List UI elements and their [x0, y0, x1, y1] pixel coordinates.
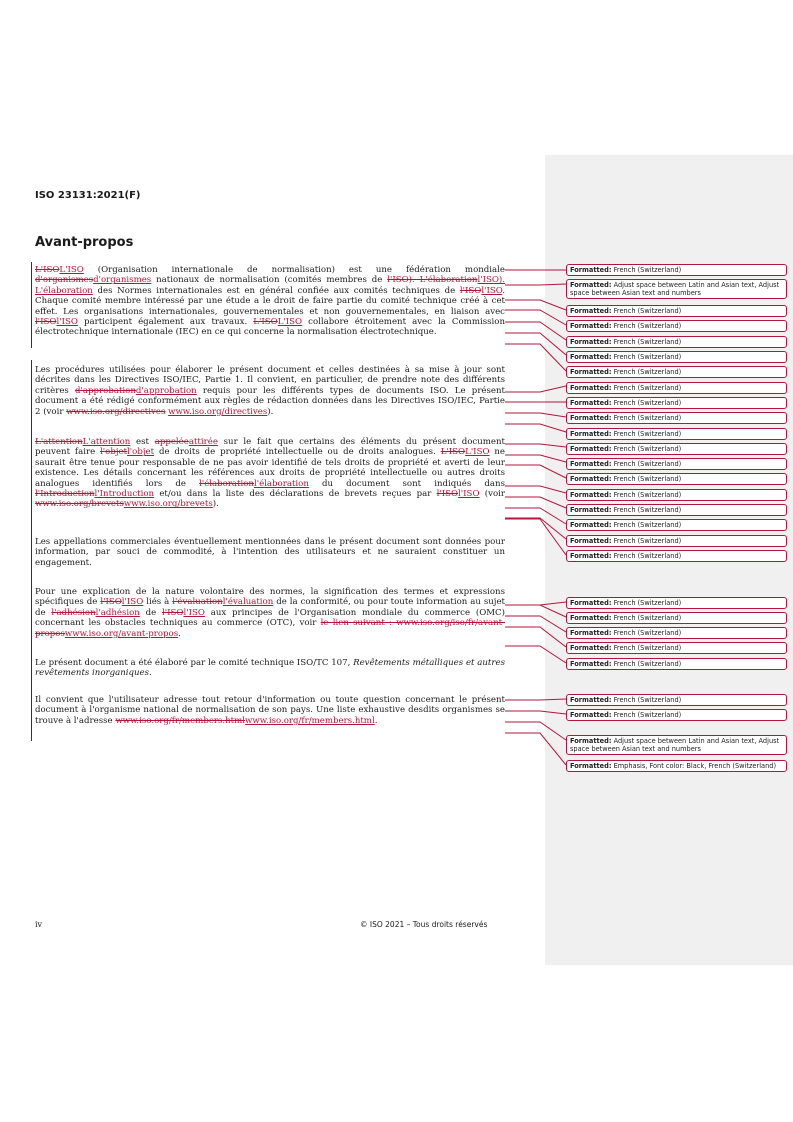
comment-connector [505, 424, 566, 432]
comment-connector [505, 508, 566, 524]
comment-label: Formatted: [570, 506, 612, 514]
comment-label: Formatted: [570, 430, 612, 438]
inserted-text: L'attention [82, 437, 131, 447]
body-text: du document sont indiqués dans [308, 478, 505, 489]
comment-text: French (Switzerland) [611, 711, 682, 719]
comment-balloon[interactable] [566, 305, 787, 317]
deleted-text: l'objet [100, 447, 128, 458]
body-text: nationaux de normalisation (comités membres de [151, 275, 388, 286]
comment-connector [505, 605, 566, 617]
inserted-text: l'ISO [458, 489, 480, 500]
inserted-text: l'ISO). [477, 275, 505, 286]
comment-connector [505, 455, 566, 462]
document-id: ISO 23131:2021(F) [35, 190, 141, 201]
comment-label: Formatted: [570, 281, 612, 289]
comment-connector [505, 711, 566, 714]
comment-balloon[interactable] [566, 642, 787, 654]
inserted-text: www.iso.org/fr/members.html [245, 715, 375, 726]
deleted-text: l'ISO [162, 607, 184, 618]
deleted-text: l'ISO [100, 597, 122, 608]
body-text: (voir [479, 489, 505, 500]
comment-balloon[interactable] [566, 612, 787, 624]
deleted-text: l'évaluation [172, 597, 223, 608]
comment-balloon[interactable] [566, 366, 787, 378]
comment-text: French (Switzerland) [611, 491, 682, 499]
comment-balloon[interactable] [566, 550, 787, 562]
body-text: . Chaque comité membre intéressé par une étude a le droit de faire partie du comité technique créé à cet effet. Les organisations internationales, gouvernementales et non gouvernementales, en liaison avec [35, 285, 505, 317]
comment-balloon[interactable] [566, 535, 787, 547]
comment-label: Formatted: [570, 353, 612, 361]
comment-connector [505, 722, 566, 740]
inserted-text: l'ISO [481, 285, 503, 296]
comment-text: French (Switzerland) [611, 414, 682, 422]
deleted-text: www.iso.org/directives [66, 406, 166, 417]
body-text: liés à [143, 597, 173, 608]
comment-connector [505, 300, 566, 310]
deleted-text: l'ISO [459, 285, 482, 296]
comment-label: Formatted: [570, 660, 612, 668]
body-text: est [130, 437, 155, 447]
comment-label: Formatted: [570, 599, 612, 607]
comment-label: Formatted: [570, 614, 612, 622]
deleted-text: d'approbation [75, 385, 136, 396]
comment-connector [505, 699, 566, 700]
comment-label: Formatted: [570, 445, 612, 453]
comment-text: Adjust space between Latin and Asian text, Adjust space between Asian text and numbers [570, 737, 780, 753]
comment-balloon[interactable] [566, 428, 787, 440]
comment-balloon[interactable] [566, 519, 787, 531]
comment-text: French (Switzerland) [611, 430, 682, 438]
body-text: Il convient que l'utilisateur adresse tout retour d'information ou toute question concernant le présent document à l'organisme national de normalisation de son pays. Une liste exhaustive desdits organismes se trouve à l'adresse [35, 695, 505, 726]
comment-label: Formatted: [570, 762, 612, 770]
inserted-text: d'approbation [135, 385, 197, 396]
comment-text: Adjust space between Latin and Asian text, Adjust space between Asian text and numbers [570, 281, 780, 297]
comment-connector [505, 444, 566, 447]
body-text: participent également aux travaux. [77, 317, 254, 328]
deleted-text: l'Introduction [35, 489, 95, 500]
page-number: iv [35, 920, 43, 929]
comment-balloon[interactable] [566, 397, 787, 409]
deleted-text: L'ISO [253, 317, 278, 328]
inserted-text: l'objet [127, 447, 155, 458]
comment-text: French (Switzerland) [611, 266, 682, 274]
comment-label: Formatted: [570, 552, 612, 560]
comment-text: French (Switzerland) [611, 460, 682, 468]
inserted-text: d'organismes [93, 275, 152, 286]
body-text: ). [212, 499, 219, 510]
copyright-notice: © ISO 2021 – Tous droits réservés [360, 920, 488, 929]
comment-text: Emphasis, Font color: Black, French (Switzerland) [611, 762, 777, 770]
body-text: . [374, 715, 378, 726]
body-text: ). [267, 406, 274, 417]
comment-balloon[interactable] [566, 473, 787, 485]
comment-label: Formatted: [570, 338, 612, 346]
comment-connector [505, 733, 566, 765]
comment-text: French (Switzerland) [611, 660, 682, 668]
comment-label: Formatted: [570, 475, 612, 483]
deleted-text: le lien suivant : www.iso.org/iso/fr/avant-propos [35, 618, 505, 639]
inserted-text: L'élaboration [35, 285, 93, 296]
comment-connector [505, 646, 566, 663]
inserted-text: l'ISO [121, 597, 144, 608]
body-text: de [139, 607, 163, 618]
comment-balloon[interactable] [566, 694, 787, 706]
comment-label: Formatted: [570, 460, 612, 468]
deleted-text: l'ISO). L'élaboration [387, 275, 478, 286]
comment-connector [505, 497, 566, 508]
comment-label: Formatted: [570, 307, 612, 315]
deleted-text: d'organismes [35, 275, 94, 286]
body-text: . [149, 668, 152, 679]
comment-text: French (Switzerland) [611, 445, 682, 453]
deleted-text: www.iso.org/brevets [35, 499, 124, 510]
section-heading: Avant-propos [35, 235, 134, 250]
deleted-text: L'attention [35, 437, 83, 447]
comment-text: French (Switzerland) [611, 322, 682, 330]
body-text: et/ou dans la liste des déclarations de brevets reçues par [154, 489, 437, 500]
comment-balloon[interactable] [566, 489, 787, 501]
comment-connector [505, 310, 566, 325]
inserted-text: www.iso.org/avant-propos [64, 628, 179, 639]
comment-text: French (Switzerland) [611, 384, 682, 392]
body-text: Pour une explication de la nature volontaire des normes, la signification des termes et expressions spécifiques de [35, 587, 505, 608]
body-text: Les appellations commerciales éventuellement mentionnées dans le présent document sont données pour information, par souci de commodité, à l'intention des utilisateurs et ne sauraient constituer un engagement. [35, 537, 505, 568]
comment-balloon[interactable] [566, 504, 787, 516]
body-text: Revêtements métalliques et autres revêtements inorganiques [35, 658, 505, 679]
comment-text: French (Switzerland) [611, 399, 682, 407]
comment-balloon[interactable] [566, 627, 787, 639]
body-text: . [178, 628, 181, 639]
comment-label: Formatted: [570, 521, 612, 529]
comment-text: French (Switzerland) [611, 552, 682, 560]
comment-balloon[interactable] [566, 382, 787, 394]
inserted-text: attirée [188, 437, 218, 447]
body-text: de droits de propriété intellectuelle ou de droits analogues. [154, 447, 441, 458]
body-text: ne saurait être tenue pour responsable de ne pas avoir identifié de tels droits de propriété et averti de leur existence. Les détails concernant les références aux droits de propriété intellectuelle ou autres droits analogues identifiés lors de [35, 447, 506, 489]
comment-text: French (Switzerland) [611, 696, 682, 704]
inserted-text: l'évaluation [222, 597, 274, 608]
comment-connector [505, 518, 566, 539]
comment-text: French (Switzerland) [611, 521, 682, 529]
inserted-text: l'ISO [56, 317, 78, 328]
comment-balloon[interactable] [566, 412, 787, 424]
body-text: Les procédures utilisées pour élaborer le présent document et celles destinées à sa mise à jour sont décrites dans les Directives ISO/IEC, Partie 1. Il convient, en particulier, de prendre note des différents critères [35, 365, 505, 396]
comment-label: Formatted: [570, 266, 612, 274]
inserted-text: l'ISO [183, 607, 205, 618]
comment-label: Formatted: [570, 537, 612, 545]
deleted-text: l'adhésion [51, 607, 96, 618]
comment-text: French (Switzerland) [611, 614, 682, 622]
inserted-text: L'ISO [277, 317, 303, 328]
comment-label: Formatted: [570, 414, 612, 422]
inserted-text: l'élaboration [253, 478, 309, 489]
inserted-text: l'adhésion [95, 607, 140, 618]
deleted-text: L'ISO [440, 447, 466, 458]
comment-connector [505, 465, 566, 478]
comment-connector [505, 519, 566, 555]
comment-text: French (Switzerland) [611, 537, 682, 545]
comment-text: French (Switzerland) [611, 475, 682, 483]
deleted-text: appelée [154, 437, 189, 447]
deleted-text: l'ISO [35, 317, 57, 328]
comment-balloon[interactable] [566, 336, 787, 348]
deleted-text: www.iso.org/fr/members.html [115, 715, 246, 726]
comment-balloon[interactable] [566, 658, 787, 670]
body-text: des Normes internationales est en général confiée aux comités techniques de [92, 285, 460, 296]
comment-balloon[interactable] [566, 597, 787, 609]
comment-connector [505, 413, 566, 417]
comment-balloon[interactable] [566, 735, 787, 755]
comment-label: Formatted: [570, 644, 612, 652]
comment-connector [505, 486, 566, 493]
comment-label: Formatted: [570, 399, 612, 407]
comment-connector [505, 616, 566, 632]
comment-label: Formatted: [570, 368, 612, 376]
body-text: sur le fait que certains des éléments du présent document peuvent faire [35, 437, 506, 458]
inserted-text: www.iso.org/directives [168, 406, 268, 417]
comment-connector [505, 344, 566, 371]
body-text: requis pour les différents types de documents ISO. Le présent document a été rédigé conformément aux règles de rédaction données dans les Directives ISO/IEC, Partie 2 (voir [35, 385, 505, 417]
comment-label: Formatted: [570, 491, 612, 499]
comment-text: French (Switzerland) [611, 599, 682, 607]
comment-text: French (Switzerland) [611, 629, 682, 637]
body-text: (Organisation internationale de normalisation) est une fédération mondiale [83, 265, 505, 275]
comment-text: French (Switzerland) [611, 307, 682, 315]
comment-balloon[interactable] [566, 709, 787, 721]
comment-label: Formatted: [570, 322, 612, 330]
body-text: de la conformité, ou pour toute information au sujet de [35, 597, 506, 618]
body-text: Le présent document a été élaboré par le comité technique ISO/TC 107, [35, 658, 354, 668]
deleted-text: l'ISO [436, 489, 459, 500]
deleted-text: L'ISO [35, 265, 60, 275]
comment-text: French (Switzerland) [611, 368, 682, 376]
comment-text: French (Switzerland) [611, 506, 682, 514]
comment-label: Formatted: [570, 629, 612, 637]
comment-label: Formatted: [570, 737, 612, 745]
comment-text: French (Switzerland) [611, 644, 682, 652]
comment-connector [505, 386, 566, 392]
inserted-text: L'ISO [59, 265, 84, 275]
body-text: aux principes de l'Organisation mondiale du commerce (OMC) concernant les obstacles techniques au commerce (OTC), voir [35, 607, 505, 629]
comment-balloon[interactable] [566, 443, 787, 455]
inserted-text: l'Introduction [94, 489, 155, 500]
comment-balloon[interactable] [566, 264, 787, 276]
comment-balloon[interactable] [566, 279, 787, 299]
comment-connector [505, 322, 566, 340]
comment-balloon[interactable] [566, 760, 787, 772]
comment-balloon[interactable] [566, 351, 787, 363]
comment-label: Formatted: [570, 696, 612, 704]
comment-text: French (Switzerland) [611, 338, 682, 346]
comment-balloon[interactable] [566, 320, 787, 332]
comment-label: Formatted: [570, 384, 612, 392]
comment-balloon[interactable] [566, 458, 787, 470]
inserted-text: www.iso.org/brevets [123, 499, 213, 510]
comment-text: French (Switzerland) [611, 353, 682, 361]
comment-connector [505, 627, 566, 647]
body-text: collabore étroitement avec la Commission électrotechnique internationale (IEC) en ce qui concerne la normalisation électrotechnique. [35, 317, 505, 338]
comment-connector [505, 284, 566, 285]
comment-label: Formatted: [570, 711, 612, 719]
inserted-text: L'ISO [465, 447, 490, 458]
deleted-text: l'élaboration [199, 478, 254, 489]
